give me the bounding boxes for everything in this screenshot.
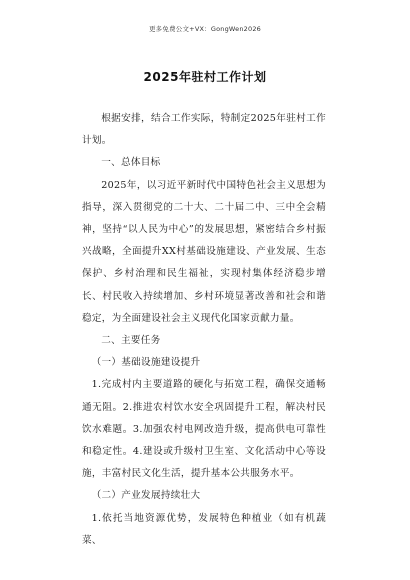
industry-paragraph: 1.依托当地资源优势，发展特色种植业（如有机蔬菜、 [82, 512, 326, 546]
subsection-heading-industry: （二）产业发展持续壮大 [91, 490, 201, 502]
document-title: 2025年驻村工作计划 [143, 70, 267, 84]
section-heading-tasks: 二、主要任务 [101, 335, 161, 347]
header-note: 更多免费公文+VX：GongWen2026 [148, 25, 261, 33]
goals-paragraph: 2025年，以习近平新时代中国特色社会主义思想为指导，深入贯彻党的二十大、二十届二中、三中全会精神，坚持“以人民为中心”的发展思想，紧密结合乡村振兴战略，全面提升XX村基础设施建设、产业发展、生态保护、乡村治理和民生福祉，实现村集体经济稳步增长、村民收入持续增加、乡村环境显著改善和社会和谐稳定，为全面建设社会主义现代化国家贡献力量。 [82, 179, 326, 324]
subsection-heading-infrastructure: （一）基础设施建设提升 [91, 357, 201, 369]
section-heading-goals: 一、总体目标 [101, 157, 161, 169]
document-body [82, 108, 326, 552]
infrastructure-paragraph: 1.完成村内主要道路的硬化与拓宽工程，确保交通畅通无阻。2.推进农村饮水安全巩固提升工程，解决村民饮水难题。3.加强农村电网改造升级，提高供电可靠性和稳定性。4.建设或升级村卫生室、文化活动中心等设施，丰富村民文化生活，提升基本公共服务水平。 [82, 379, 326, 480]
intro-paragraph: 根据安排，结合工作实际，特制定2025年驻村工作计划。 [82, 113, 326, 147]
